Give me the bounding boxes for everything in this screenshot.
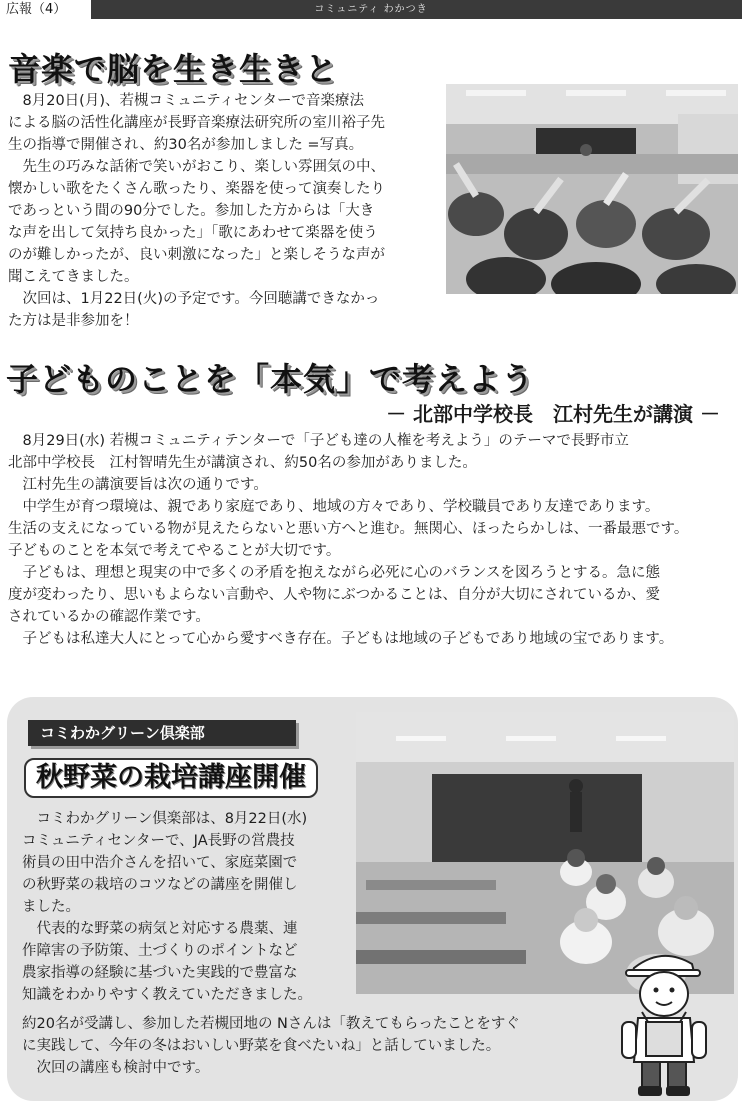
article1-title: 音楽で脳を生き生きと bbox=[8, 50, 339, 88]
club-tag: コミわかグリーン倶楽部 bbox=[28, 720, 296, 746]
music-class-photo-icon bbox=[446, 84, 738, 294]
article3-title: 秋野菜の栽培講座開催 bbox=[24, 758, 318, 798]
article3-body: コミわかグリーン倶楽部は、8月22日(水) コミュニティセンターで、JA長野の営農技 術員の田中浩介さんを招いて、家庭菜園で の秋野菜の栽培のコツなどの講座を開催し ました。 代表的な野菜の病気と対応する農薬、連 作障害の予防策、土づくりのポイントなど 農家指導の経験に基づいた実践的で豊富な 知識をわかりやすく教えていただきました。 bbox=[22, 811, 312, 1003]
article2-subtitle: － 北部中学校長 江村先生が講演 － bbox=[386, 402, 720, 426]
article1-body: 8月20日(月)、若槻コミュニティセンターで音楽療法 による脳の活性化講座が長野音楽療法研究所の室川裕子先 生の指導で開催され、約30名が参加しました =写真。 先生の巧みな話術で笑いがおこり、楽しい雰囲気の中、 懐かしい歌をたくさん歌ったり、楽器を使って演奏したり であっという間の90分でした。参加した方からは「大き な声を出して気持ち良かった」「歌にあわせて楽器を使う のが難しかったが、良い刺激になった」と楽しそうな声が 聞こえてきました。 次回は、1月22日(火)の予定です。今回聴講できなかっ た方は是非参加を！ bbox=[8, 93, 385, 329]
page-label: 広報（4） bbox=[0, 0, 92, 19]
article2-body: 8月29日(水) 若槻コミュニティテンターで「子ども達の人権を考えよう」のテーマで長野市立 北部中学校長 江村智晴先生が講演され、約50名の参加がありました。 江村先生の講演要旨は次の通りです。 中学生が育つ環境は、親であり家庭であり、地域の方々であり、学校職員であり友達であります。 生活の支えになっている物が見えたらないと悪い方へと進む。無関心、ほったらかしは、一番最悪です。 子どものことを本気で考えてやることが大切です。 子どもは、理想と現実の中で多くの矛盾を抱えながら必死に心のバランスを図ろうとする。急に態 度が変わったり、思いもよらない言動や、人や物にぶつかることは、自分が大切にされているか、愛 されているかの確認作業です。 子どもは私達大人にとって心から愛すべき存在。子どもは地域の子どもであり地域の宝であります。 bbox=[8, 433, 689, 647]
article3-body-continued: 約20名が受講し、参加した若槻団地の Nさんは「教えてもらったことをすぐ に実践して、今年の冬はおいしい野菜を食べたいね」と話していました。 次回の講座も検討中です。 bbox=[22, 1016, 520, 1076]
article2-title: 子どものことを「本気」で考えよう bbox=[6, 360, 535, 398]
header-bar bbox=[0, 0, 742, 19]
farmer-mascot-icon bbox=[612, 938, 712, 1100]
newsletter-title: コミュニティ わかつき bbox=[314, 4, 428, 15]
